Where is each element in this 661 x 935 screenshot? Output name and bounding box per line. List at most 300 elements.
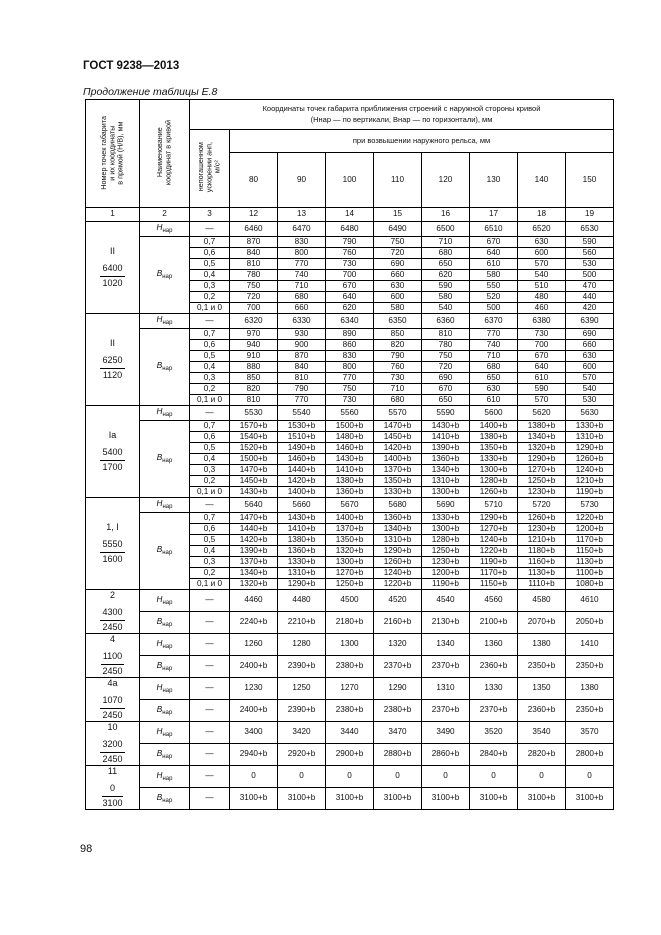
gabarit-point-name: 4a: [107, 678, 118, 689]
value-cell: 1400+b: [470, 421, 518, 432]
value-cell: 3100+b: [566, 788, 614, 810]
value-cell: 1410+b: [278, 524, 326, 535]
value-cell: 0: [278, 766, 326, 788]
gabarit-point-name: 2: [109, 590, 115, 601]
value-cell: 680: [278, 292, 326, 303]
acceleration-cell: 0,2: [190, 384, 230, 395]
table-row: [86, 700, 614, 722]
value-cell: 6460: [230, 222, 278, 237]
value-cell: 1440+b: [230, 524, 278, 535]
value-cell: 1190+b: [566, 487, 614, 498]
value-cell: 5710: [470, 498, 518, 513]
acceleration-cell: 0,3: [190, 557, 230, 568]
value-cell: 2050+b: [566, 612, 614, 634]
gabarit-point-cell: [86, 314, 140, 406]
value-cell: 1340+b: [422, 465, 470, 476]
value-cell: 1270+b: [518, 465, 566, 476]
value-cell: 1450+b: [230, 476, 278, 487]
value-cell: 1180+b: [518, 546, 566, 557]
coordinate-h-label: [140, 766, 190, 788]
acceleration-cell: 0,1 и 0: [190, 579, 230, 590]
value-cell: 1360+b: [374, 513, 422, 524]
value-cell: 580: [422, 292, 470, 303]
coordinate-symbol: H: [156, 770, 163, 780]
value-cell: 1260+b: [374, 557, 422, 568]
acceleration-cell: 0,3: [190, 373, 230, 384]
value-cell: 6470: [278, 222, 326, 237]
coordinate-b-label: [140, 237, 190, 314]
gabarit-point-cell: [86, 766, 140, 810]
table-row: [86, 766, 614, 788]
value-cell: 420: [566, 303, 614, 314]
value-cell: 680: [470, 362, 518, 373]
value-cell: 690: [374, 259, 422, 270]
coordinate-b-label: [140, 421, 190, 498]
value-cell: 1430+b: [326, 454, 374, 465]
value-cell: 6500: [422, 222, 470, 237]
value-cell: 1170+b: [566, 535, 614, 546]
value-cell: 690: [566, 329, 614, 340]
value-cell: 1330+b: [374, 487, 422, 498]
table-row: [86, 237, 614, 248]
elevation-header-cell: 150: [566, 153, 614, 208]
fraction-denominator: 2450: [102, 709, 123, 720]
acceleration-cell: 0,6: [190, 432, 230, 443]
value-cell: 660: [566, 340, 614, 351]
table-row: [86, 656, 614, 678]
fraction-denominator: 1120: [102, 369, 123, 380]
value-cell: 5630: [566, 406, 614, 421]
value-cell: 660: [374, 270, 422, 281]
value-cell: 810: [230, 259, 278, 270]
value-cell: 740: [278, 270, 326, 281]
acceleration-cell: —: [190, 406, 230, 421]
value-cell: 720: [374, 248, 422, 259]
value-cell: 2900+b: [326, 744, 374, 766]
coordinate-symbol: B: [156, 704, 163, 714]
gabarit-point-fraction: [100, 263, 124, 289]
coordinate-h-label: [140, 222, 190, 237]
acceleration-cell: 0,6: [190, 524, 230, 535]
value-cell: 1310+b: [422, 476, 470, 487]
value-cell: 2940+b: [230, 744, 278, 766]
value-cell: 1280+b: [422, 535, 470, 546]
value-cell: 1330+b: [566, 421, 614, 432]
gabarit-point-fraction: [100, 739, 124, 765]
coordinate-symbol: H: [156, 223, 163, 232]
value-cell: 740: [470, 340, 518, 351]
value-cell: 1500+b: [230, 454, 278, 465]
table-row: [86, 634, 614, 656]
value-cell: 680: [422, 248, 470, 259]
table-row: [86, 678, 614, 700]
value-cell: 560: [566, 248, 614, 259]
value-cell: 1290+b: [278, 579, 326, 590]
coordinate-subscript: нар: [162, 274, 173, 280]
value-cell: 1280+b: [470, 476, 518, 487]
fraction-denominator: 1700: [102, 461, 123, 472]
value-cell: 600: [566, 362, 614, 373]
coordinate-subscript: нар: [162, 687, 173, 694]
value-cell: 2370+b: [422, 700, 470, 722]
value-cell: 1110+b: [518, 579, 566, 590]
value-cell: 2350+b: [566, 700, 614, 722]
value-cell: 1270+b: [470, 524, 518, 535]
elevation-header-cell: 110: [374, 153, 422, 208]
value-cell: 1520+b: [230, 443, 278, 454]
value-cell: 2840+b: [470, 744, 518, 766]
value-cell: 830: [326, 351, 374, 362]
coordinate-symbol: B: [156, 660, 163, 670]
coordinate-b-label: [140, 656, 190, 678]
value-cell: 640: [518, 362, 566, 373]
value-cell: 1250+b: [518, 476, 566, 487]
gabarit-point-name: Ia: [108, 430, 117, 441]
value-cell: 1320+b: [518, 443, 566, 454]
value-cell: 970: [230, 329, 278, 340]
value-cell: 1330+b: [422, 513, 470, 524]
value-cell: 3490: [422, 722, 470, 744]
gabarit-point-cell: [86, 406, 140, 498]
value-cell: 760: [374, 362, 422, 373]
value-cell: 5560: [326, 406, 374, 421]
value-cell: 3100+b: [470, 788, 518, 810]
coordinate-b-label: [140, 612, 190, 634]
value-cell: 1420+b: [374, 443, 422, 454]
fraction-numerator: 6250: [100, 355, 124, 368]
value-cell: 590: [566, 237, 614, 248]
value-cell: 660: [278, 303, 326, 314]
coordinate-subscript: нар: [162, 753, 173, 760]
acceleration-cell: 0,5: [190, 535, 230, 546]
coordinate-subscript: нар: [162, 412, 173, 418]
elevation-header-cell: 100: [326, 153, 374, 208]
gabarit-coordinates-table: [85, 99, 614, 810]
acceleration-cell: —: [190, 700, 230, 722]
gabarit-point-cell: [86, 634, 140, 678]
value-cell: 2860+b: [422, 744, 470, 766]
value-cell: 4520: [374, 590, 422, 612]
value-cell: 750: [374, 237, 422, 248]
value-cell: 870: [278, 351, 326, 362]
gabarit-point-fraction: [100, 447, 124, 473]
value-cell: 0: [230, 766, 278, 788]
value-cell: 1470+b: [230, 513, 278, 524]
value-cell: 460: [518, 303, 566, 314]
value-cell: 1310: [422, 678, 470, 700]
column-number-cell: 3: [190, 208, 230, 222]
value-cell: 0: [470, 766, 518, 788]
fraction-numerator: 1070: [100, 695, 124, 708]
coordinate-symbol: H: [156, 315, 163, 324]
value-cell: 840: [230, 248, 278, 259]
value-cell: 1130+b: [566, 557, 614, 568]
coordinate-h-label: [140, 498, 190, 513]
value-cell: 2100+b: [470, 612, 518, 634]
value-cell: 2820+b: [518, 744, 566, 766]
fraction-numerator: 1100: [101, 651, 124, 664]
column-number-cell: 12: [230, 208, 278, 222]
value-cell: 1500+b: [326, 421, 374, 432]
value-cell: 840: [278, 362, 326, 373]
value-cell: 770: [326, 373, 374, 384]
value-cell: 4580: [518, 590, 566, 612]
table-continuation-caption: Продолжение таблицы Е.8: [83, 86, 218, 98]
value-cell: 1330: [470, 678, 518, 700]
value-cell: 1190+b: [470, 557, 518, 568]
value-cell: 760: [326, 248, 374, 259]
value-cell: 5690: [422, 498, 470, 513]
value-cell: 1230: [230, 678, 278, 700]
value-cell: 3540: [518, 722, 566, 744]
value-cell: 1360+b: [326, 487, 374, 498]
column-number-cell: 15: [374, 208, 422, 222]
coordinate-subscript: нар: [162, 665, 173, 672]
value-cell: 1160+b: [518, 557, 566, 568]
value-cell: 1440+b: [278, 465, 326, 476]
coordinate-b-label: [140, 744, 190, 766]
value-cell: 650: [470, 373, 518, 384]
value-cell: 6330: [278, 314, 326, 329]
elevation-header-cell: 140: [518, 153, 566, 208]
value-cell: 2380+b: [326, 656, 374, 678]
coordinate-subscript: нар: [162, 621, 173, 628]
coordinate-symbol: B: [156, 361, 163, 370]
value-cell: 2390+b: [278, 700, 326, 722]
value-cell: 1250+b: [422, 546, 470, 557]
acceleration-cell: —: [190, 656, 230, 678]
value-cell: 850: [374, 329, 422, 340]
value-cell: 620: [326, 303, 374, 314]
value-cell: 1390+b: [230, 546, 278, 557]
value-cell: 3470: [374, 722, 422, 744]
column-number-cell: 18: [518, 208, 566, 222]
value-cell: 6350: [374, 314, 422, 329]
value-cell: 670: [470, 237, 518, 248]
value-cell: 830: [278, 237, 326, 248]
fraction-denominator: 2450: [102, 621, 123, 632]
acceleration-cell: 0,6: [190, 340, 230, 351]
value-cell: 1250: [278, 678, 326, 700]
value-cell: 720: [422, 362, 470, 373]
value-cell: 2130+b: [422, 612, 470, 634]
fraction-numerator: 3200: [100, 739, 124, 752]
value-cell: 1370+b: [374, 465, 422, 476]
value-cell: 1340+b: [374, 524, 422, 535]
value-cell: 880: [230, 362, 278, 373]
value-cell: 820: [374, 340, 422, 351]
value-cell: 890: [326, 329, 374, 340]
value-cell: 1400+b: [278, 487, 326, 498]
gabarit-point-fraction: [100, 607, 124, 633]
acceleration-cell: 0,5: [190, 259, 230, 270]
column-number-cell: 17: [470, 208, 518, 222]
value-cell: 510: [518, 281, 566, 292]
coordinate-symbol: H: [156, 726, 163, 736]
value-cell: 1430+b: [230, 487, 278, 498]
acceleration-cell: 0,6: [190, 248, 230, 259]
coordinate-subscript: нар: [162, 643, 173, 650]
value-cell: 0: [374, 766, 422, 788]
value-cell: 2350+b: [566, 656, 614, 678]
value-cell: 1420+b: [230, 535, 278, 546]
header-coordinates-caption: Координаты точек габарита приближения строений с наружной стороны кривой (Hнар — по вертикали, Bнар — по горизонтали), мм: [190, 100, 614, 130]
value-cell: 3100+b: [422, 788, 470, 810]
value-cell: 2800+b: [566, 744, 614, 766]
value-cell: 2370+b: [374, 656, 422, 678]
value-cell: 2160+b: [374, 612, 422, 634]
value-cell: 640: [326, 292, 374, 303]
coordinate-subscript: нар: [162, 709, 173, 716]
gabarit-point-fraction: [100, 695, 124, 721]
fraction-denominator: 1020: [102, 277, 123, 288]
value-cell: 1430+b: [422, 421, 470, 432]
acceleration-cell: 0,7: [190, 237, 230, 248]
value-cell: 650: [422, 395, 470, 406]
value-cell: 790: [374, 351, 422, 362]
value-cell: 4560: [470, 590, 518, 612]
value-cell: 620: [422, 270, 470, 281]
value-cell: 3420: [278, 722, 326, 744]
coordinate-symbol: B: [156, 616, 163, 626]
value-cell: 1380+b: [470, 432, 518, 443]
value-cell: 6360: [422, 314, 470, 329]
value-cell: 1320+b: [326, 546, 374, 557]
value-cell: 2390+b: [278, 656, 326, 678]
value-cell: 4500: [326, 590, 374, 612]
value-cell: 790: [326, 237, 374, 248]
value-cell: 5530: [230, 406, 278, 421]
value-cell: 5540: [278, 406, 326, 421]
value-cell: 710: [374, 384, 422, 395]
gabarit-point-name: 4: [109, 634, 115, 645]
column-number-cell: 1: [86, 208, 140, 222]
coordinate-subscript: нар: [162, 731, 173, 738]
fraction-denominator: 2450: [102, 753, 123, 764]
elevation-header-cell: 80: [230, 153, 278, 208]
value-cell: 1310+b: [278, 568, 326, 579]
value-cell: 1130+b: [518, 568, 566, 579]
value-cell: 1360+b: [278, 546, 326, 557]
value-cell: 1080+b: [566, 579, 614, 590]
elevation-header-cell: 120: [422, 153, 470, 208]
coordinate-symbol: H: [156, 407, 163, 416]
value-cell: 5640: [230, 498, 278, 513]
value-cell: 1370+b: [326, 524, 374, 535]
value-cell: 0: [518, 766, 566, 788]
column-numbers-row: [86, 208, 614, 222]
value-cell: 910: [230, 351, 278, 362]
value-cell: 600: [518, 248, 566, 259]
coordinate-symbol: H: [156, 594, 163, 604]
value-cell: 5570: [374, 406, 422, 421]
value-cell: 700: [230, 303, 278, 314]
table-row: [86, 788, 614, 810]
value-cell: 1340: [422, 634, 470, 656]
value-cell: 5720: [518, 498, 566, 513]
value-cell: 440: [566, 292, 614, 303]
fraction-numerator: 6400: [100, 263, 124, 276]
value-cell: 650: [422, 259, 470, 270]
value-cell: 0: [566, 766, 614, 788]
value-cell: 610: [470, 395, 518, 406]
value-cell: 1300+b: [422, 487, 470, 498]
value-cell: 1250+b: [326, 579, 374, 590]
gabarit-point-name: 10: [107, 722, 118, 733]
value-cell: 1300+b: [422, 524, 470, 535]
gabarit-point-cell: [86, 678, 140, 722]
value-cell: 6510: [470, 222, 518, 237]
acceleration-cell: 0,4: [190, 454, 230, 465]
value-cell: 1390+b: [422, 443, 470, 454]
value-cell: 1460+b: [326, 443, 374, 454]
acceleration-cell: —: [190, 612, 230, 634]
acceleration-cell: 0,3: [190, 465, 230, 476]
value-cell: 2920+b: [278, 744, 326, 766]
value-cell: 610: [518, 373, 566, 384]
column-number-cell: 16: [422, 208, 470, 222]
acceleration-cell: 0,5: [190, 443, 230, 454]
value-cell: 1230+b: [422, 557, 470, 568]
value-cell: 3100+b: [278, 788, 326, 810]
coordinate-symbol: H: [156, 682, 163, 692]
value-cell: 1290+b: [566, 443, 614, 454]
elevation-header-cell: 90: [278, 153, 326, 208]
value-cell: 570: [518, 395, 566, 406]
value-cell: 1230+b: [518, 487, 566, 498]
value-cell: 2380+b: [374, 700, 422, 722]
table-row: [86, 314, 614, 329]
fraction-numerator: 5550: [100, 539, 124, 552]
value-cell: 1460+b: [278, 454, 326, 465]
acceleration-cell: —: [190, 314, 230, 329]
value-cell: 1370+b: [230, 557, 278, 568]
table-row: [86, 744, 614, 766]
value-cell: 750: [422, 351, 470, 362]
value-cell: 1480+b: [326, 432, 374, 443]
value-cell: 2380+b: [326, 700, 374, 722]
value-cell: 480: [518, 292, 566, 303]
value-cell: 1100+b: [566, 568, 614, 579]
value-cell: 1260: [230, 634, 278, 656]
value-cell: 780: [230, 270, 278, 281]
value-cell: 1530+b: [278, 421, 326, 432]
value-cell: 1330+b: [470, 454, 518, 465]
value-cell: 1360+b: [422, 454, 470, 465]
value-cell: 1300+b: [326, 557, 374, 568]
value-cell: 590: [422, 281, 470, 292]
value-cell: 2400+b: [230, 700, 278, 722]
acceleration-cell: 0,4: [190, 362, 230, 373]
value-cell: 1200+b: [422, 568, 470, 579]
value-cell: 680: [374, 395, 422, 406]
coordinate-symbol: B: [156, 545, 163, 554]
fraction-numerator: 5400: [100, 447, 124, 460]
gabarit-point-name: 1, I: [106, 522, 119, 533]
acceleration-cell: —: [190, 766, 230, 788]
value-cell: 1410: [566, 634, 614, 656]
value-cell: 1380: [518, 634, 566, 656]
coordinate-b-label: [140, 329, 190, 406]
acceleration-cell: 0,2: [190, 292, 230, 303]
table-row: [86, 722, 614, 744]
value-cell: 1380+b: [326, 476, 374, 487]
table-row: [86, 498, 614, 513]
acceleration-cell: —: [190, 788, 230, 810]
value-cell: 6390: [566, 314, 614, 329]
coordinate-symbol: B: [156, 453, 163, 462]
value-cell: 730: [326, 395, 374, 406]
